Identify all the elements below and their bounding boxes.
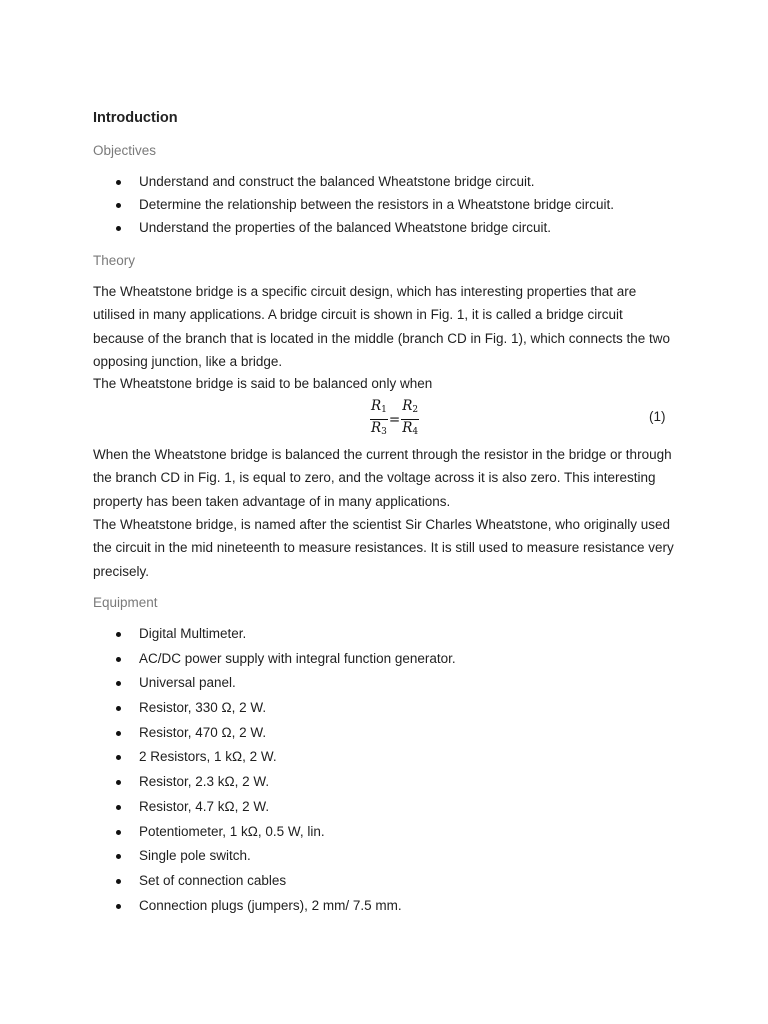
bullet-icon [116, 226, 121, 231]
bullet-icon [116, 657, 121, 662]
list-item: Resistor, 470 Ω, 2 W. [93, 724, 456, 742]
bullet-icon [116, 854, 121, 859]
introduction-heading: Introduction [93, 110, 178, 126]
equals-sign: = [388, 411, 401, 428]
list-item: Single pole switch. [93, 847, 456, 865]
list-item: Set of connection cables [93, 872, 456, 890]
equipment-list [93, 625, 456, 915]
list-item: Understand the properties of the balanced Wheatstone bridge circuit. [93, 219, 614, 237]
bullet-icon [116, 755, 121, 760]
objectives-list [93, 173, 614, 237]
bullet-icon [116, 904, 121, 909]
bullet-icon [116, 681, 121, 686]
bullet-icon [116, 203, 121, 208]
equipment-heading: Equipment [93, 595, 158, 610]
list-item: 2 Resistors, 1 kΩ, 2 W. [93, 748, 456, 766]
list-item: AC/DC power supply with integral function generator. [93, 650, 456, 668]
list-item: Connection plugs (jumpers), 2 mm/ 7.5 mm. [93, 897, 456, 915]
objectives-heading: Objectives [93, 143, 157, 158]
balance-equation [370, 398, 419, 441]
bullet-icon [116, 780, 121, 785]
list-item: Resistor, 4.7 kΩ, 2 W. [93, 798, 456, 816]
theory-paragraph: The Wheatstone bridge is said to be balanced only when [93, 376, 433, 391]
bullet-icon [116, 706, 121, 711]
bullet-icon [116, 830, 121, 835]
theory-paragraph: The Wheatstone bridge is a specific circuit design, which has interesting properties that are utilised in many applications. A bridge circuit is shown in Fig. 1, it is called a bridge circuit because of the branch that is located in the middle (branch CD in Fig. 1), which connects the two opposing junction, like a bridge. [93, 284, 671, 369]
fraction-right: $\frac{R_2}{R_4}$ [402, 398, 419, 437]
bullet-icon [116, 879, 121, 884]
list-item: Understand and construct the balanced Wheatstone bridge circuit. [93, 173, 614, 191]
fraction-left: $\frac{R_1}{R_3}$ [371, 398, 387, 437]
list-item: Resistor, 330 Ω, 2 W. [93, 699, 456, 717]
bullet-icon [116, 180, 121, 185]
bullet-icon [116, 805, 121, 810]
list-item: Digital Multimeter. [93, 625, 456, 643]
list-item: Universal panel. [93, 674, 456, 692]
theory-paragraph: When the Wheatstone bridge is balanced the current through the resistor in the bridge or through the branch CD in Fig. 1, is equal to zero, and the voltage across it is also zero. This interesting property has been taken advantage of in many applications. [93, 447, 672, 509]
bullet-icon [116, 731, 121, 736]
equation-number: (1) [649, 409, 666, 424]
list-item: Determine the relationship between the resistors in a Wheatstone bridge circuit. [93, 196, 614, 214]
bullet-icon [116, 632, 121, 637]
theory-heading: Theory [93, 253, 136, 268]
theory-paragraph: The Wheatstone bridge, is named after the scientist Sir Charles Wheatstone, who originally used the circuit in the mid nineteenth to measure resistances. It is still used to measure resistance very precisely. [93, 517, 674, 579]
list-item: Potentiometer, 1 kΩ, 0.5 W, lin. [93, 823, 456, 841]
list-item: Resistor, 2.3 kΩ, 2 W. [93, 773, 456, 791]
